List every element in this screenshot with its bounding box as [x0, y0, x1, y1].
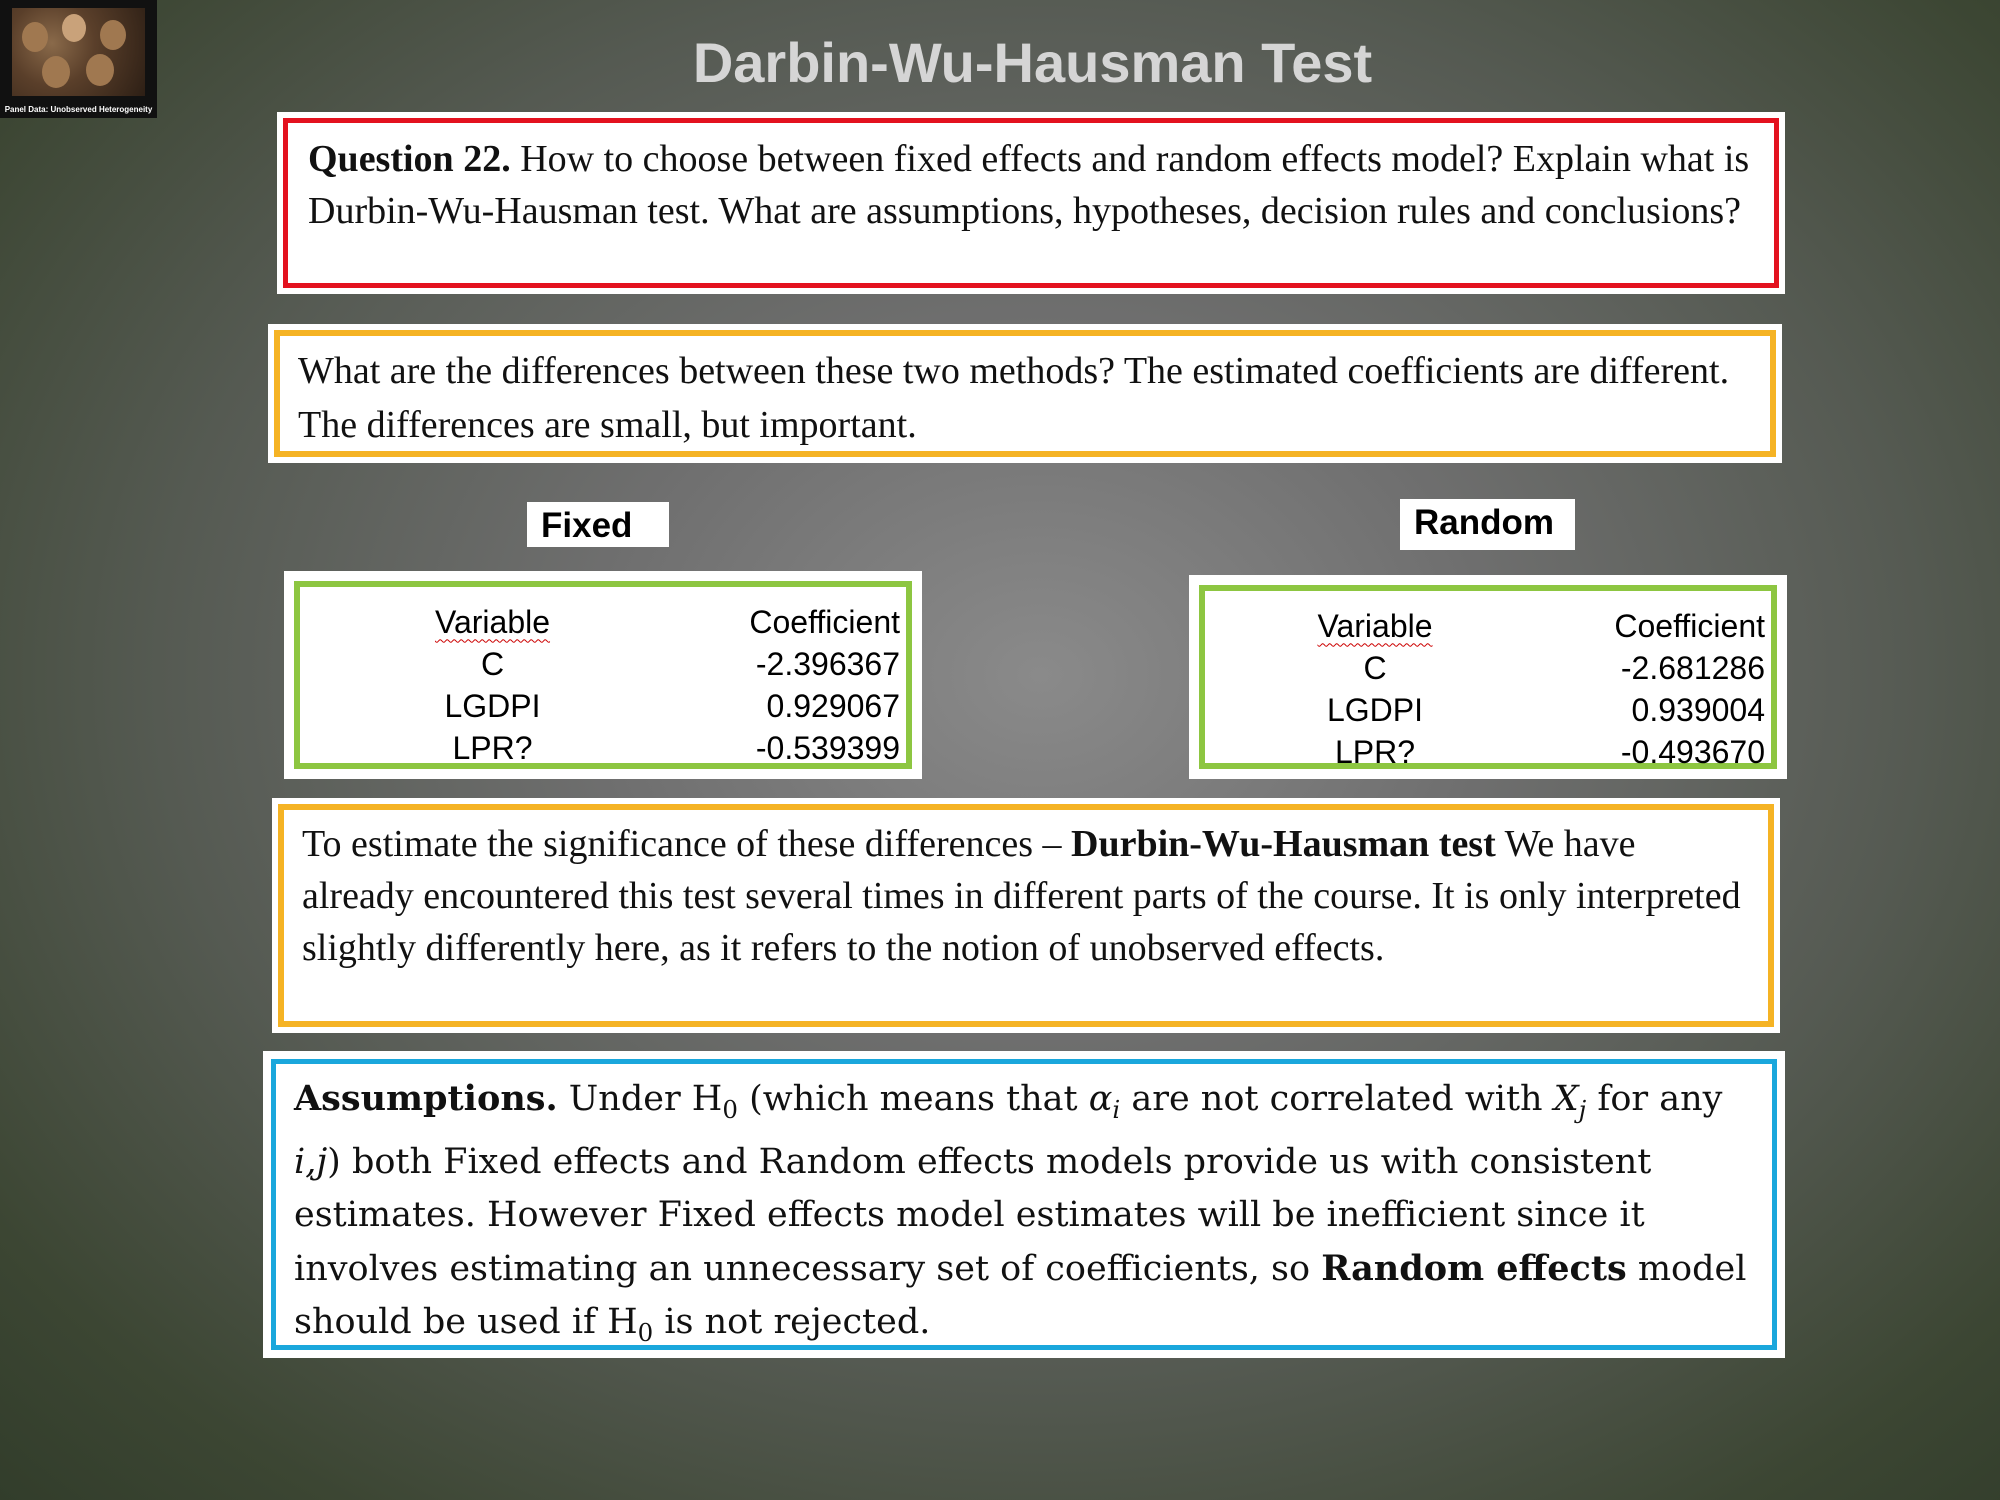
coefficient-header: Coefficient: [749, 603, 900, 640]
table-row: [1205, 731, 1765, 773]
variable-cell: LGDPI: [1326, 691, 1424, 728]
table-row: [300, 727, 900, 769]
variable-cell: C: [480, 645, 505, 682]
table-row: [300, 685, 900, 727]
question-text: How to choose between fixed effects and random effects model? Explain what is Durbin-Wu-Hausman test. What are assumptions, hypotheses, decision rules and conclusions?: [308, 138, 1750, 232]
fixed-label: Fixed: [527, 502, 669, 547]
question-label: Question 22.: [308, 138, 511, 180]
question-box: [277, 112, 1785, 294]
coefficient-cell: -2.681286: [1620, 649, 1765, 686]
assumptions-text: is not rejected.: [653, 1302, 931, 1342]
differences-box: [268, 324, 1782, 463]
assumptions-text: ) both Fixed effects and Random effects models provide us with consistent estimates. However Fixed effects model estimates will be inefficient since it involves estimating an unnecessary set of coefficients, so: [294, 1142, 1652, 1289]
thumbnail-caption: Panel Data: Unobserved Heterogeneity: [4, 105, 153, 114]
variable-cell: LPR?: [452, 729, 533, 766]
h0-subscript: 0: [722, 1095, 738, 1124]
estimate-test-name: Durbin-Wu-Hausman test: [1071, 823, 1496, 865]
assumptions-label: Assumptions.: [294, 1078, 558, 1119]
x-subscript: j: [1578, 1095, 1587, 1124]
coefficient-header: Coefficient: [1614, 607, 1765, 644]
variable-header: Variable: [434, 603, 551, 640]
estimate-text-before: To estimate the significance of these differences –: [302, 823, 1071, 865]
coefficient-cell: 0.939004: [1631, 691, 1765, 728]
assumptions-text: are not correlated with: [1120, 1079, 1554, 1119]
table-header-row: [300, 601, 900, 643]
assumptions-text: for any: [1586, 1079, 1723, 1119]
ij-symbol: i,j: [294, 1142, 328, 1182]
estimate-text-after: We have already encountered this test several times in different parts of the course. It is only interpreted slightly differently here, as it refers to the notion of unobserved effects.: [302, 823, 1741, 969]
random-coefficient-table: [1189, 575, 1787, 779]
variable-cell: LGDPI: [444, 687, 541, 724]
table-row: [1205, 689, 1765, 731]
variable-cell: C: [1363, 649, 1387, 686]
coefficient-cell: 0.929067: [766, 687, 900, 724]
random-label: Random: [1400, 499, 1575, 550]
table-header-row: [1205, 605, 1765, 647]
assumptions-box: [263, 1051, 1785, 1358]
variable-header: Variable: [1317, 607, 1433, 644]
variable-cell: LPR?: [1334, 733, 1416, 770]
fixed-coefficient-table: [284, 571, 922, 779]
x-symbol: X: [1553, 1079, 1579, 1119]
assumptions-text: Under H: [557, 1079, 723, 1119]
estimate-box: [272, 798, 1780, 1033]
differences-text: What are the differences between these two methods? The estimated coefficients are different. The differences are small, but important.: [274, 330, 1776, 457]
table-row: [1205, 647, 1765, 689]
assumptions-text: model should be used if H: [294, 1249, 1747, 1342]
alpha-symbol: α: [1088, 1079, 1113, 1119]
table-row: [300, 643, 900, 685]
assumptions-text: (which means that: [737, 1079, 1089, 1119]
random-effects-bold: Random effects: [1321, 1248, 1627, 1289]
alpha-subscript: i: [1112, 1095, 1121, 1124]
coefficient-cell: -0.493670: [1620, 733, 1765, 770]
coefficient-cell: -0.539399: [755, 729, 900, 766]
coefficient-cell: -2.396367: [755, 645, 900, 682]
slide-title: Darbin-Wu-Hausman Test: [692, 31, 1373, 94]
h0-subscript: 0: [637, 1318, 654, 1347]
